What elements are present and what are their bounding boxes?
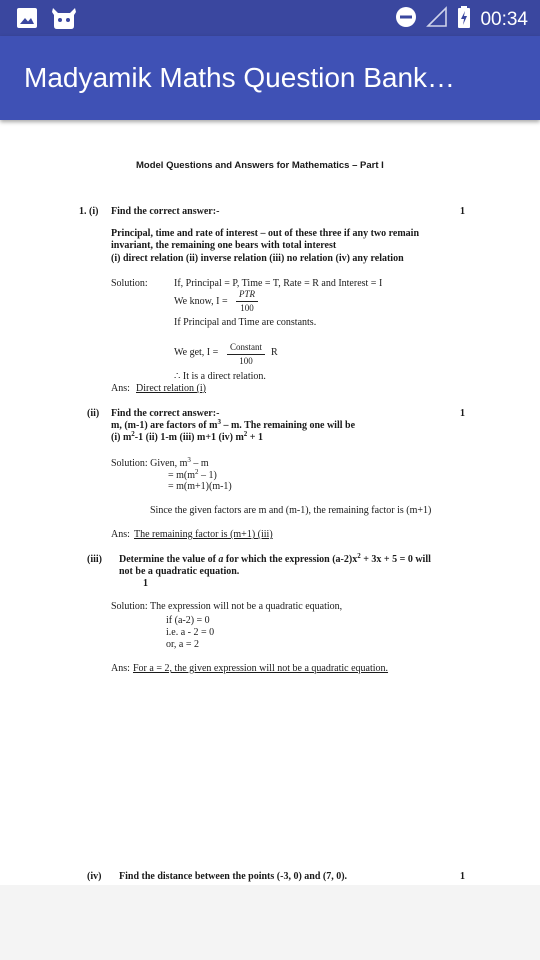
battery-icon [457,6,471,33]
q1-text-line2: invariant, the remaining one bears with total interest [111,240,337,251]
q1-answer: Direct relation (i) [136,383,206,394]
q3-solution-line1: Solution: The expression will not be a quadratic equation, [111,601,343,612]
viewer-background [0,885,540,960]
q1-fraction [236,289,258,314]
image-icon [16,7,38,34]
q3-number: (iii) [87,554,102,565]
q1-solution-line1: If, Principal = P, Time = T, Rate = R and Interest = I [174,278,383,289]
q2-answer-label: Ans: [111,529,130,540]
q4-number: (iv) [87,871,102,882]
q1-options: (i) direct relation (ii) inverse relation (iii) no relation (iv) any relation [111,253,404,264]
q2-since: Since the given factors are m and (m-1), the remaining factor is (m+1) [150,505,432,516]
document-header: Model Questions and Answers for Mathematics – Part I [136,160,384,171]
q3-condition-1: if (a-2) = 0 [166,615,210,626]
q2-marks: 1 [460,408,465,419]
q2-number: (ii) [87,408,100,419]
q1-fraction2-denominator: 100 [239,356,253,366]
signal-icon [426,6,448,33]
q1-we-get: We get, I = [174,347,219,358]
q1-solution-label: Solution: [111,278,148,289]
q3-condition-2: i.e. a - 2 = 0 [166,627,215,638]
q3-marks: 1 [143,578,148,589]
app-bar [0,36,540,120]
q1-instruction: Find the correct answer:- [111,206,220,217]
q1-fraction2-r: R [271,347,278,358]
q1-we-know: We know, I = [174,296,228,307]
q1-fraction-numerator: PTR [238,289,255,299]
q4-text: Find the distance between the points (-3, 0) and (7, 0). [119,871,348,882]
q1-therefore: ∴ It is a direct relation. [174,371,266,382]
q1-number: 1. (i) [79,206,99,217]
document-page[interactable] [0,120,540,885]
app-title: Madyamik Maths Question Bank… [24,62,456,93]
q1-fraction2-numerator: Constant [229,342,262,352]
q2-options: (i) $m^2-1$ (ii) 1-m (iii) m+1 (iv) $m^2 + 1$ [111,430,263,443]
status-time: 00:34 [480,8,528,30]
do-not-disturb-icon [395,6,417,33]
q3-answer: For a = 2, the given expression will not be a quadratic equation. [133,663,389,674]
q1-solution-line3: If Principal and Time are constants. [174,317,317,328]
q3-condition-3: or, a = 2 [166,639,200,650]
q3-answer-label: Ans: [111,663,130,674]
q1-answer-label: Ans: [111,383,130,394]
q2-text-line1: m, (m-1) are factors of $m^3$ – m. The remaining one will be [111,418,356,431]
q1-text-line1: Principal, time and rate of interest – out of these three if any two remain [111,228,420,239]
q1-fraction-denominator: 100 [240,303,254,313]
status-bar [0,0,540,36]
q2-instruction: Find the correct answer:- [111,408,220,419]
q1-marks: 1 [460,206,465,217]
q2-solution-line1: Solution: Given, $m^3$ – m [111,456,209,469]
q1-fraction-2 [227,342,265,367]
q2-solution-line3: = m(m+1)(m-1) [168,481,232,492]
q3-text-line2: not be a quadratic equation. [119,566,240,577]
q3-text-line1: Determine the value of a for which the expression $(a-2)x^2 + 3x + 5 = 0$ will [119,552,431,565]
android-icon [50,6,78,35]
q4-marks: 1 [460,871,465,882]
q2-answer: The remaining factor is (m+1) (iii) [134,529,273,540]
q2-solution-line2: = $m(m^2 - 1)$ [168,468,217,481]
